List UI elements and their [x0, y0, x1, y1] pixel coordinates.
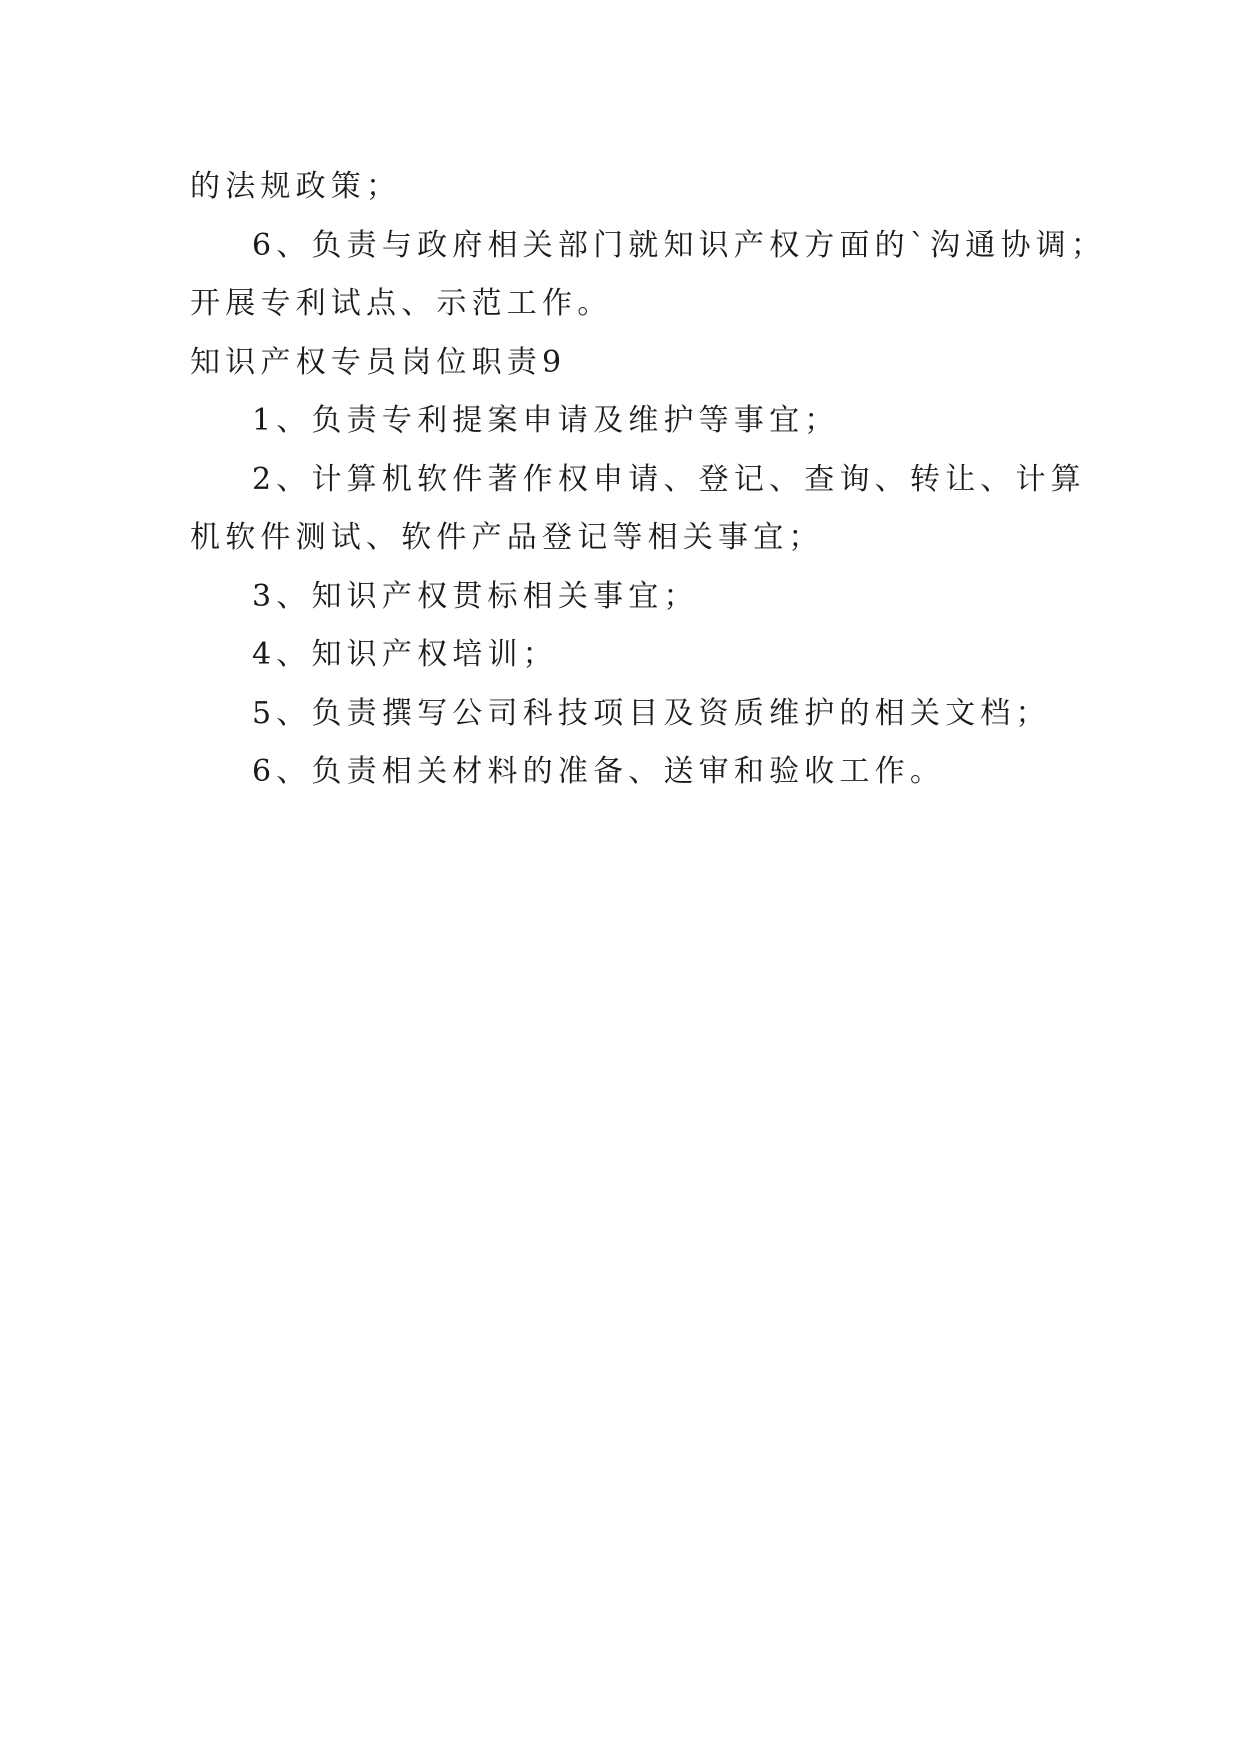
list-item-3: 3、知识产权贯标相关事宜； — [252, 578, 699, 614]
list-item-6: 6、负责相关材料的准备、送审和验收工作。 — [252, 754, 946, 789]
list-item-2-line-1: 2、计算机软件著作权申请、登记、查询、转让、计算 — [252, 461, 1086, 497]
list-item-1: 1、负责专利提案申请及维护等事宜； — [252, 403, 840, 438]
list-item-5: 5、负责撰写公司科技项目及资质维护的相关文档； — [252, 695, 1051, 731]
section-heading: 知识产权专员岗位职责9 — [190, 344, 567, 380]
list-item-6-line-2: 开展专利试点、示范工作。 — [190, 286, 613, 321]
continuation-line: 的法规政策； — [190, 169, 402, 204]
list-item-2-line-2: 机软件测试、软件产品登记等相关事宜； — [190, 520, 824, 555]
document-body — [190, 158, 1107, 802]
list-item-6-line-1: 6、负责与政府相关部门就知识产权方面的`沟通协调； — [252, 227, 1107, 263]
list-item-4: 4、知识产权培训； — [252, 637, 558, 672]
